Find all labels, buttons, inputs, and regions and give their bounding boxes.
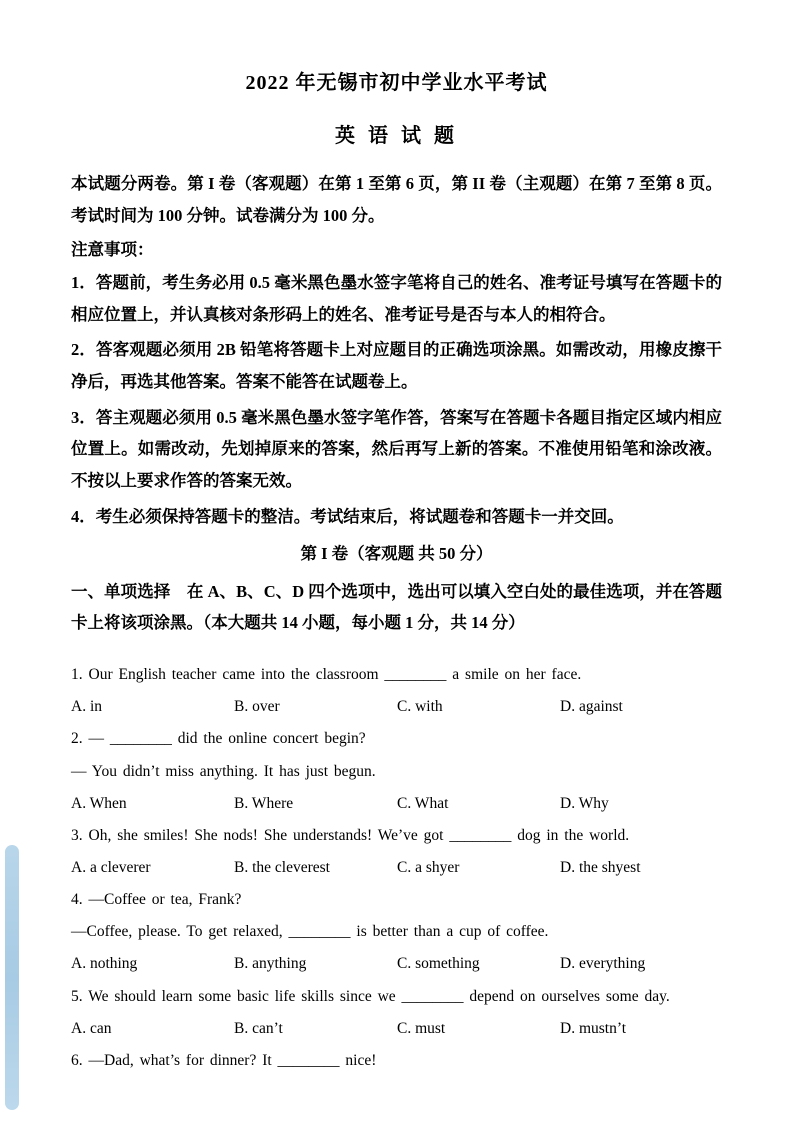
- part-1-header: 第 I 卷（客观题 共 50 分）: [300, 544, 493, 564]
- question-4: [71, 890, 722, 974]
- option-a: A. can: [71, 1019, 112, 1037]
- question-4-options: [71, 954, 722, 974]
- notice-item-4: 4．考生必须保持答题卡的整洁。考试结束后，将试题卷和答题卡一并交回。: [71, 506, 624, 526]
- notice-item-1: 1．答题前，考生务必用 0.5 毫米黑色墨水签字笔将自己的姓名、准考证号填写在答题卡的相应位置上，并认真核对条形码上的姓名、准考证号是否与本人的相符合。: [71, 273, 722, 324]
- exam-intro: 本试题分两卷。第 I 卷（客观题）在第 1 至第 6 页，第 II 卷（主观题）在第 7 至第 8 页。考试时间为 100 分钟。试卷满分为 100 分。: [71, 174, 722, 225]
- option-a: A. nothing: [71, 955, 138, 973]
- option-c: C. a shyer: [397, 858, 460, 876]
- question-4-text: 4. —Coffee or tea, Frank?: [71, 891, 242, 909]
- question-2-text: 2. — ________ did the online concert begin?: [71, 730, 366, 748]
- option-d: D. against: [560, 698, 623, 716]
- notice-item-3: 3．答主观题必须用 0.5 毫米黑色墨水签字笔作答，答案写在答题卡各题目指定区域内相应位置上。如需改动，先划掉原来的答案，然后再写上新的答案。不准使用铅笔和涂改液。不按以上要求作答的答案无效。: [71, 407, 722, 491]
- option-d: D. mustn’t: [560, 1019, 627, 1037]
- question-1-options: [71, 697, 722, 717]
- option-c: C. with: [397, 698, 443, 716]
- option-b: B. over: [234, 698, 280, 716]
- option-b: B. Where: [234, 794, 294, 812]
- option-b: B. anything: [234, 955, 307, 973]
- question-2-options: [71, 794, 722, 814]
- question-6: [71, 1051, 722, 1071]
- option-b: B. the cleverest: [234, 858, 330, 876]
- exam-subtitle: 英 语 试 题: [335, 125, 458, 147]
- option-a: A. a cleverer: [71, 858, 151, 876]
- option-c: C. something: [397, 955, 480, 973]
- question-5: [71, 987, 722, 1039]
- question-1-text: 1. Our English teacher came into the classroom ________ a smile on her face.: [71, 666, 582, 684]
- option-b: B. can’t: [234, 1019, 283, 1037]
- question-4-text-line2: —Coffee, please. To get relaxed, ________ is better than a cup of coffee.: [71, 923, 549, 941]
- option-a: A. in: [71, 698, 102, 716]
- question-3: [71, 826, 722, 878]
- option-d: D. everything: [560, 955, 646, 973]
- question-3-text: 3. Oh, she smiles! She nods! She understands! We’ve got ________ dog in the world.: [71, 826, 630, 844]
- question-3-options: [71, 858, 722, 878]
- exam-title: 2022 年无锡市初中学业水平考试: [245, 72, 548, 94]
- option-c: C. What: [397, 794, 449, 812]
- question-2-text-line2: — You didn’t miss anything. It has just begun.: [71, 762, 376, 780]
- question-1: [71, 665, 722, 717]
- question-list: [71, 665, 722, 1071]
- watermark-bar: [5, 845, 19, 1110]
- option-d: D. the shyest: [560, 858, 641, 876]
- notice-item-2: 2．答客观题必须用 2B 铅笔将答题卡上对应题目的正确选项涂黑。如需改动，用橡皮擦干净后，再选其他答案。答案不能答在试题卷上。: [71, 340, 722, 392]
- section-1-intro: 一、单项选择 在 A、B、C、D 四个选项中，选出可以填入空白处的最佳选项，并在答题卡上将该项涂黑。（本大题共 14 小题，每小题 1 分，共 14 分）: [71, 581, 722, 633]
- question-5-options: [71, 1019, 722, 1039]
- question-2: [71, 729, 722, 813]
- notice-heading: 注意事项：: [71, 240, 154, 260]
- option-a: A. When: [71, 794, 127, 812]
- question-6-text: 6. —Dad, what’s for dinner? It ________ nice!: [71, 1051, 377, 1069]
- option-c: C. must: [397, 1019, 446, 1037]
- question-5-text: 5. We should learn some basic life skills since we ________ depend on ourselves some day.: [71, 987, 670, 1005]
- option-d: D. Why: [560, 794, 609, 812]
